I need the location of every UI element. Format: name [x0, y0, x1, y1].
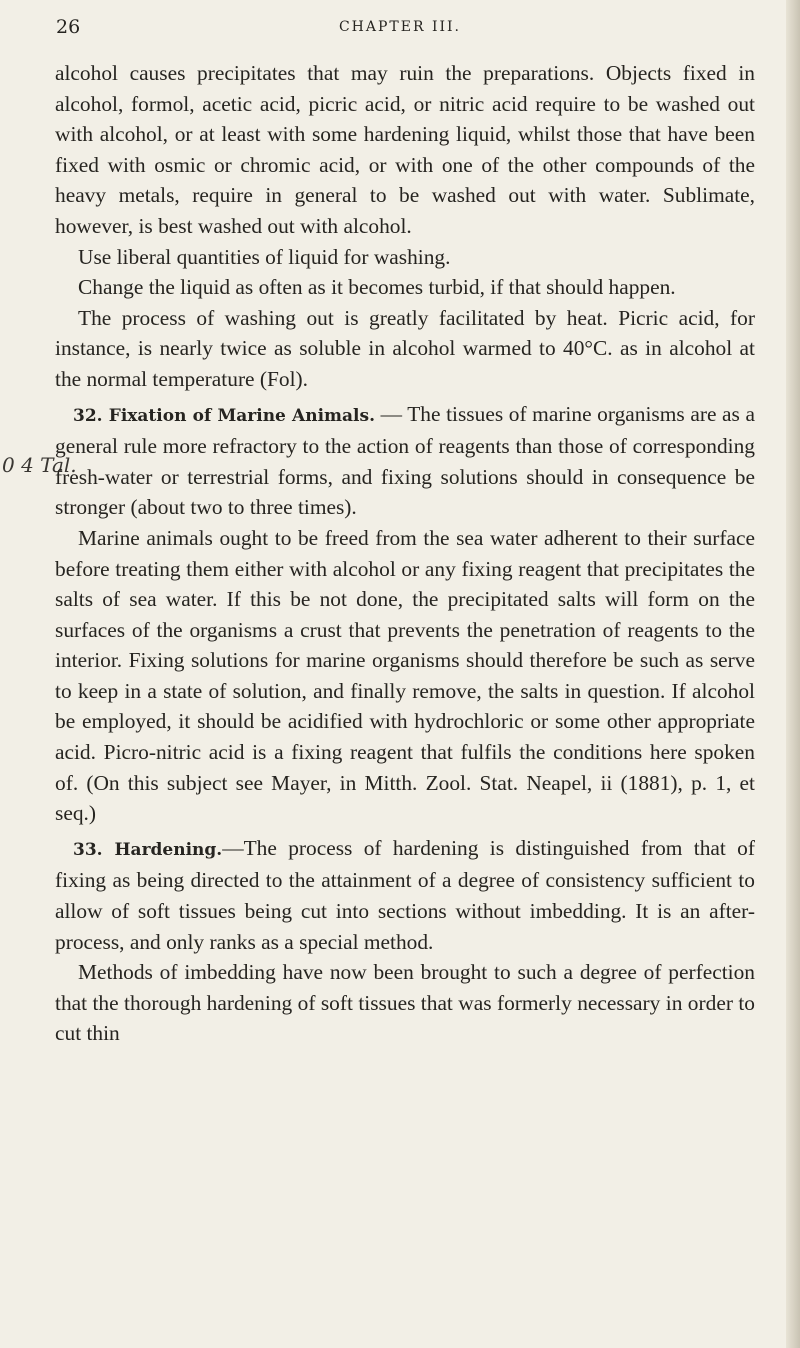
paragraph: alcohol causes precipitates that may ruin the preparations. Objects fixed in alcohol, formol, acetic acid, picric acid, or nitric acid require to be washed out with alcohol, or at least with some hardening liquid, whilst those that have been fixed with osmic or chromic acid, or with one of the other compounds of the heavy metals, require in general to be washed out with water. Sublimate, however, is best washed out with alcohol. [55, 61, 755, 238]
margin-annotation: 0 4 Tal. [2, 453, 77, 477]
paragraph: Marine animals ought to be freed from the sea water adherent to their surface before treating them either with alcohol or any fixing reagent that precipitates the salts of sea water. If this be not done, the precipitated salts will form on the surfaces of the organisms a crust that prevents the penetration of reagents to the interior. Fixing solutions for marine organisms should therefore be such as serve to keep in a state of solution, and finally remove, the salts in question. If alcohol be employed, it should be acidified with hydrochloric or some other appropriate acid. Picro-nitric acid is a fixing reagent that fulfils the conditions here spoken of. (On this subject see Mayer, in Mitth. Zool. Stat. Neapel, ii (1881), p. 1, et seq.) [55, 525, 755, 826]
section-heading: 33. Hardening. [73, 839, 223, 860]
section-heading: 32. Fixation of Marine Animals. [73, 405, 376, 426]
paragraph: Change the liquid as often as it becomes turbid, if that should happen. [78, 275, 676, 300]
page-edge [786, 0, 800, 1348]
section-33 [55, 833, 755, 957]
page-header [50, 16, 750, 40]
section-32 [55, 399, 755, 523]
paragraph: Use liberal quantities of liquid for washing. [78, 244, 451, 269]
running-head: CHAPTER III. [338, 19, 462, 35]
section-text: —The process of hardening is distinguished from that of fixing as being directed to the attainment of a degree of consistency sufficient to allow of soft tissues being cut into sections without imbedding. It is an after-process, and only ranks as a special method. [55, 835, 755, 954]
page-number: 26 [56, 16, 81, 38]
section-text: — The tissues of marine organisms are as a general rule more refractory to the action of reagents than those of corresponding fresh-water or terrestrial forms, and fixing solutions should in consequence be stronger (about two to three times). [55, 401, 755, 520]
paragraph: Methods of imbedding have now been brought to such a degree of perfection that the thorough hardening of soft tissues that was formerly necessary in order to cut thin [55, 960, 755, 1046]
body-text [55, 58, 755, 1049]
paragraph: The process of washing out is greatly facilitated by heat. Picric acid, for instance, is nearly twice as soluble in alcohol warmed to 40°C. as in alcohol at the normal temperature (Fol). [55, 305, 755, 391]
